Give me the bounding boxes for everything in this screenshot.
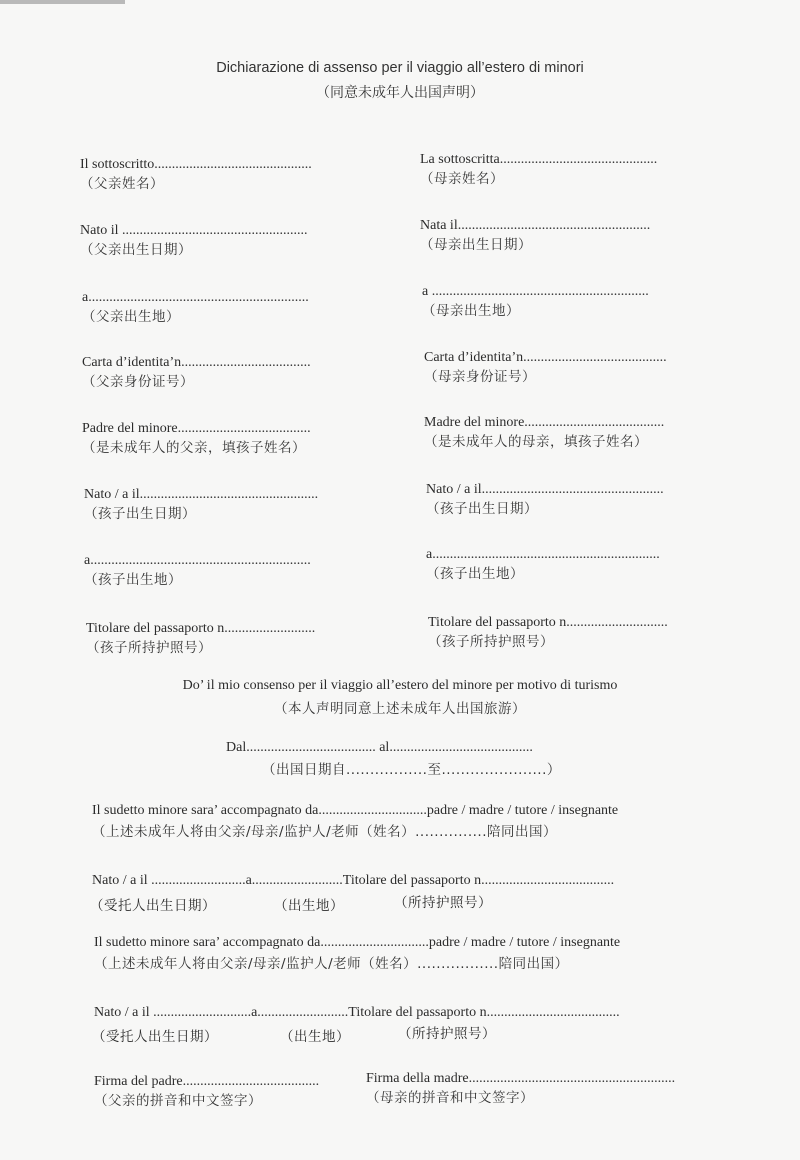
field-label: a............................................................... — [82, 290, 309, 305]
field-label: Titolare del passaporto n.......................... — [86, 621, 316, 636]
father-id-card-field[interactable] — [82, 354, 311, 392]
field-label-chinese: （孩子所持护照号） — [428, 634, 554, 650]
field-label-chinese: （孩子出生日期） — [426, 501, 538, 517]
mother-name-field[interactable] — [420, 151, 657, 189]
field-label-chinese: （上述未成年人将由父亲/母亲/监护人/老师（姓名）.................陪同出国） — [94, 956, 569, 972]
field-label-chinese: （是未成年人的母亲，填孩子姓名） — [424, 434, 648, 450]
travel-dates-field[interactable] — [226, 739, 561, 780]
field-label-chinese: （是未成年人的父亲，填孩子姓名） — [82, 440, 306, 456]
field-label-chinese: （父亲姓名） — [80, 176, 164, 192]
consent-text: Do’ il mio consenso per il viaggio all’estero del minore per motivo di turismo — [182, 678, 618, 693]
field-label: a............................................................... — [84, 553, 311, 568]
field-label-chinese: （孩子所持护照号） — [86, 640, 212, 656]
mother-id-card-field[interactable] — [424, 349, 667, 387]
companion-2-passport-label: （所持护照号） — [398, 1026, 496, 1042]
father-child-birthplace-field[interactable] — [84, 552, 311, 590]
mother-birthplace-field[interactable] — [422, 283, 649, 321]
field-label-chinese: （母亲姓名） — [420, 171, 504, 187]
companion-2-details-field[interactable] — [94, 1004, 620, 1022]
field-label: Il sottoscritto............................................. — [80, 157, 312, 172]
field-label: Padre del minore...................................... — [82, 421, 311, 436]
father-birthdate-field[interactable] — [80, 222, 308, 260]
field-label-chinese: （孩子出生地） — [84, 572, 182, 588]
consent-statement — [0, 678, 800, 717]
field-label-chinese: （母亲身份证号） — [424, 369, 536, 385]
companion-1-field[interactable] — [92, 802, 618, 842]
field-label: Firma del padre....................................... — [94, 1074, 320, 1089]
field-label: a .............................................................. — [422, 284, 649, 299]
field-label: Nato il ..................................................... — [80, 223, 308, 238]
field-label: Nato / a il.................................................... — [426, 482, 664, 497]
field-label-chinese: （父亲身份证号） — [82, 374, 194, 390]
field-label: Nato / a il ...........................a..........................Titolare del passaporto n...................................... — [92, 873, 615, 888]
field-label: Dal..................................... al......................................... — [226, 740, 533, 755]
field-label-chinese: （母亲出生地） — [422, 303, 520, 319]
field-label: Carta d’identita’n......................................... — [424, 350, 667, 365]
scan-edge-mark — [0, 0, 125, 4]
mother-child-birthdate-field[interactable] — [426, 481, 664, 519]
document-title: Dichiarazione di assenso per il viaggio all’estero di minori — [216, 60, 584, 76]
mother-child-passport-field[interactable] — [428, 614, 668, 652]
father-signature-field[interactable] — [94, 1073, 319, 1111]
companion-1-passport-label: （所持护照号） — [394, 895, 492, 911]
companion-1-birthplace-label: （出生地） — [274, 898, 344, 914]
field-label: Carta d’identita’n..................................... — [82, 355, 311, 370]
father-child-passport-field[interactable] — [86, 620, 315, 658]
consent-text-chinese: （本人声明同意上述未成年人出国旅游） — [274, 701, 526, 717]
companion-1-details-field[interactable] — [92, 872, 614, 890]
field-label-chinese: （出国日期自.................至......................） — [262, 762, 561, 778]
companion-1-birthdate-label: （受托人出生日期） — [90, 898, 216, 914]
field-label-chinese: （母亲的拼音和中文签字） — [366, 1090, 534, 1106]
field-label: Madre del minore........................................ — [424, 415, 665, 430]
father-name-field[interactable] — [80, 156, 312, 194]
field-label: La sottoscritta............................................. — [420, 152, 658, 167]
field-label: Titolare del passaporto n............................. — [428, 615, 668, 630]
field-label: Il sudetto minore sara’ accompagnato da...............................padre / madre / tutore / insegnante — [92, 803, 619, 818]
mother-birthdate-field[interactable] — [420, 217, 650, 255]
mother-of-minor-field[interactable] — [424, 414, 664, 452]
father-of-minor-field[interactable] — [82, 420, 311, 458]
field-label: Nata il....................................................... — [420, 218, 651, 233]
field-label-chinese: （父亲出生日期） — [80, 242, 192, 258]
mother-signature-field[interactable] — [366, 1070, 675, 1108]
field-label-chinese: （父亲的拼音和中文签字） — [94, 1093, 262, 1109]
field-label: a................................................................. — [426, 547, 660, 562]
father-birthplace-field[interactable] — [82, 289, 309, 327]
field-label: Nato / a il ............................a..........................Titolare del passaporto n...................................... — [94, 1005, 620, 1020]
companion-2-birthplace-label: （出生地） — [280, 1029, 350, 1045]
field-label-chinese: （孩子出生日期） — [84, 506, 196, 522]
field-label: Il sudetto minore sara’ accompagnato da...............................padre / madre / tutore / insegnante — [94, 935, 621, 950]
field-label: Nato / a il................................................... — [84, 487, 319, 502]
field-label-chinese: （孩子出生地） — [426, 566, 524, 582]
field-label-chinese: （父亲出生地） — [82, 309, 180, 325]
companion-2-birthdate-label: （受托人出生日期） — [92, 1029, 218, 1045]
field-label: Firma della madre........................................................... — [366, 1071, 676, 1086]
field-label-chinese: （母亲出生日期） — [420, 237, 532, 253]
mother-child-birthplace-field[interactable] — [426, 546, 660, 584]
field-label-chinese: （上述未成年人将由父亲/母亲/监护人/老师（姓名）...............陪同出国） — [92, 824, 558, 840]
father-child-birthdate-field[interactable] — [84, 486, 318, 524]
companion-2-field[interactable] — [94, 934, 620, 974]
document-title-chinese: （同意未成年人出国声明） — [316, 85, 484, 101]
